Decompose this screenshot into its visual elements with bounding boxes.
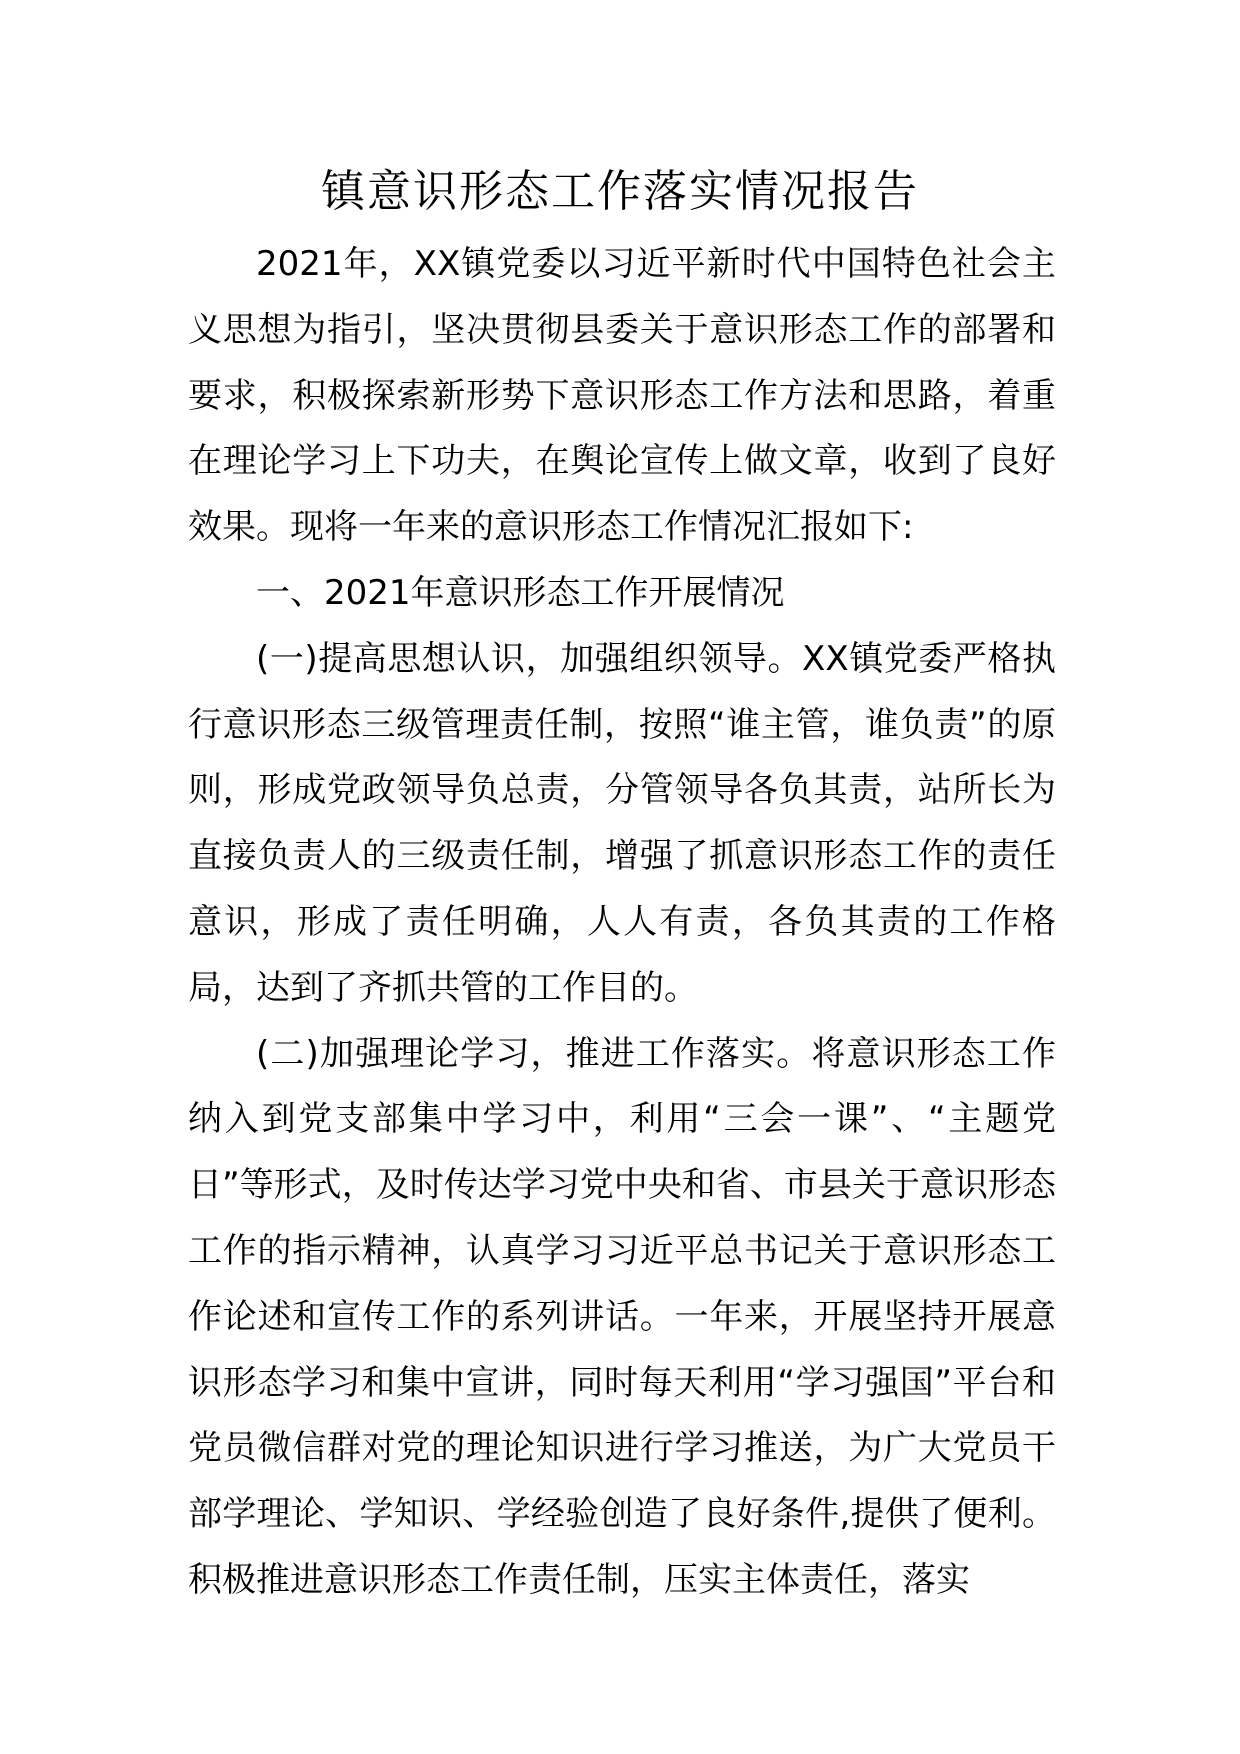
paragraph-section-1-2: (二)加强理论学习，推进工作落实。将意识形态工作纳入到党支部集中学习中，利用“三会一课”、“主题党日”等形式，及时传达学习党中央和省、市县关于意识形态工作的指示精神，认真学习习近平总书记关于意识形态工作论述和宣传工作的系列讲话。一年来，开展坚持开展意识形态学习和集中宣讲，同时每天利用“学习强国”平台和党员微信群对党的理论知识进行学习推送，为广大党员干部学理论、学知识、学经验创造了良好条件,提供了便利。积极推进意识形态工作责任制，压实主体责任，落实 xyxy=(188,1033,1056,1600)
paragraph-section-1-1: (一)提高思想认识，加强组织领导。XX镇党委严格执行意识形态三级管理责任制，按照“谁主管，谁负责”的原则，形成党政领导负总责，分管领导各负其责，站所长为直接负责人的三级责任制，增强了抓意识形态工作的责任意识，形成了责任明确，人人有责，各负其责的工作格局，达到了齐抓共管的工作目的。 xyxy=(188,638,1056,1008)
section-heading-1: 一、2021年意识形态工作开展情况 xyxy=(256,572,785,613)
document-body xyxy=(188,232,1056,1614)
document-title: 镇意识形态工作落实情况报告 xyxy=(321,166,919,217)
paragraph-intro: 2021年，XX镇党委以习近平新时代中国特色社会主义思想为指引，坚决贯彻县委关于意识形态工作的部署和要求，积极探索新形势下意识形态工作方法和思路，着重在理论学习上下功夫，在舆论宣传上做文章，收到了良好效果。现将一年来的意识形态工作情况汇报如下: xyxy=(188,244,1056,548)
